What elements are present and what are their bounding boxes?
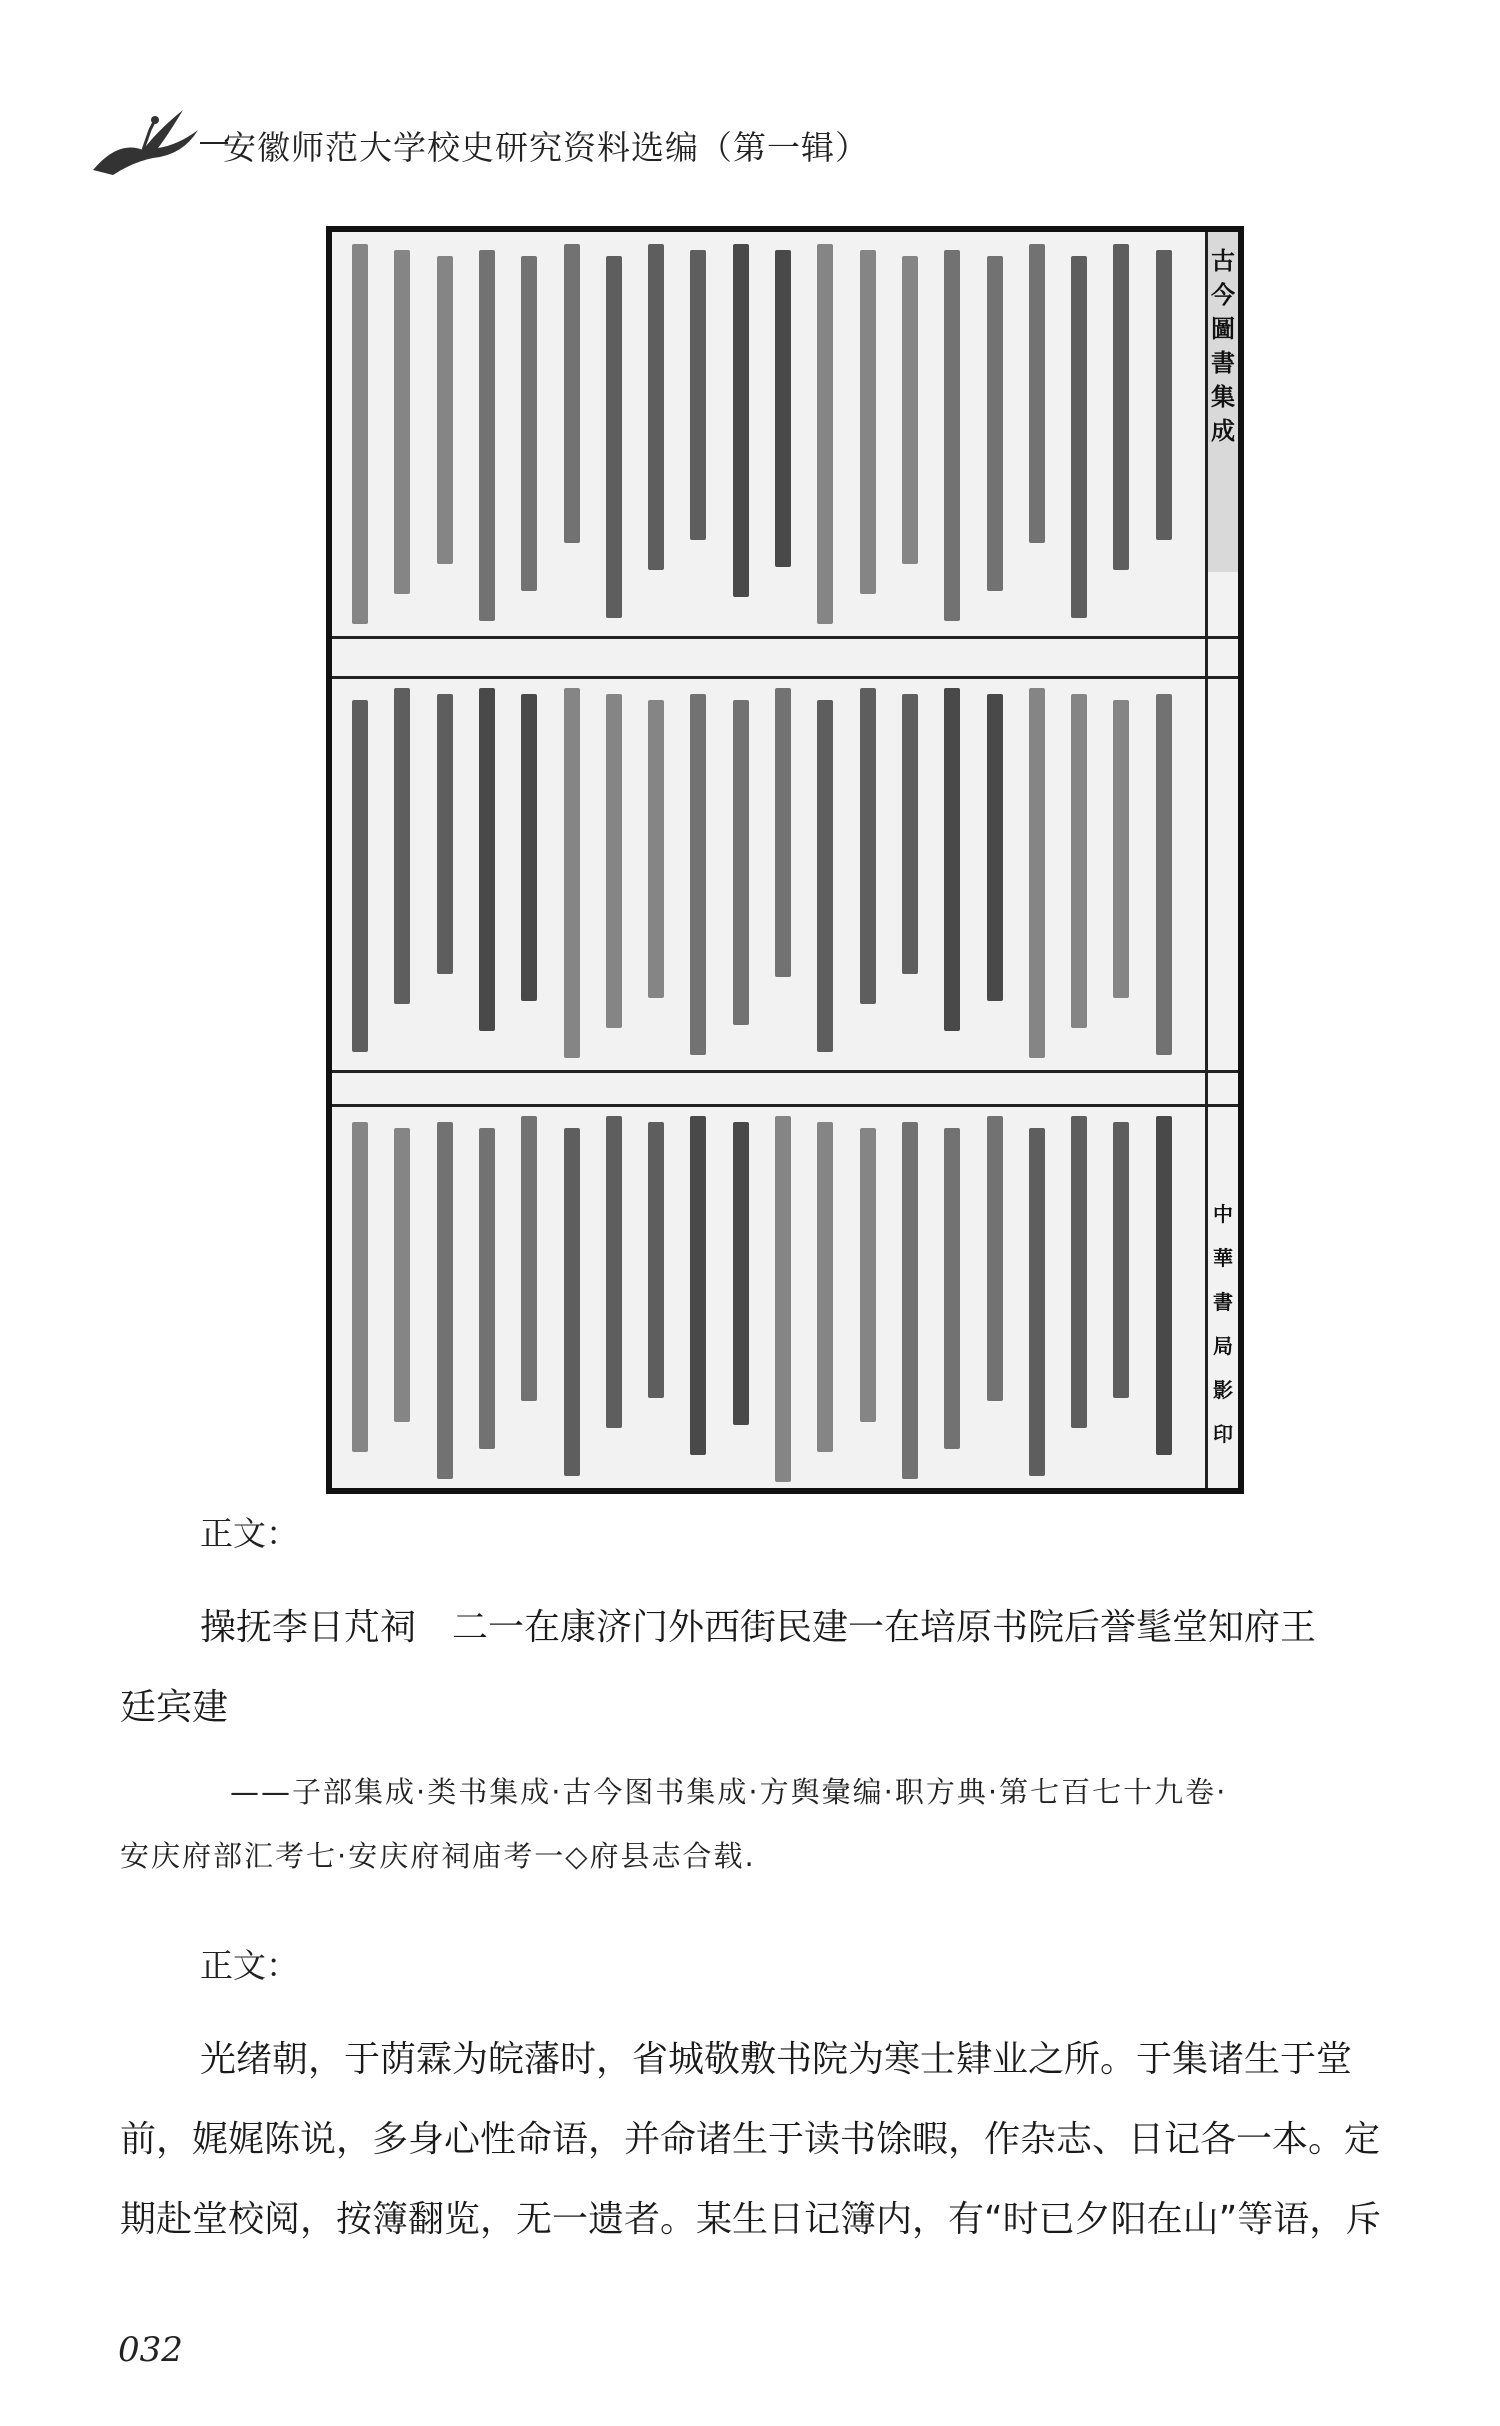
- scan-publisher: [1208, 1192, 1238, 1456]
- scan-text-column: [648, 700, 664, 998]
- scan-text-column: [564, 244, 580, 543]
- scan-divider: [332, 1070, 1238, 1073]
- scan-text-column: [564, 688, 580, 1058]
- scan-text-column: [394, 250, 410, 594]
- scan-publisher-char: 書: [1213, 1290, 1233, 1314]
- scan-text-column: [1071, 1116, 1087, 1428]
- scan-text-column: [437, 256, 453, 564]
- section2-line: 前，娓娓陈说，多身心性命语，并命诸生于读书馀暇，作杂志、日记各一本。定: [120, 2119, 1381, 2160]
- citation-line: ——子部集成·类书集成·古今图书集成·方舆彙编·职方典·第七百七十九卷·: [230, 1775, 1228, 1809]
- scan-text-column: [479, 688, 495, 1031]
- scan-text-column: [352, 700, 368, 1052]
- scan-text-column: [1029, 688, 1045, 1058]
- scanned-document-image: [326, 226, 1244, 1494]
- scan-text-column: [1071, 694, 1087, 1028]
- scan-text-column: [1113, 700, 1129, 998]
- scan-text-column: [690, 250, 706, 540]
- scan-text-column: [733, 244, 749, 597]
- scan-text-column: [902, 1122, 918, 1479]
- scan-text-column: [352, 244, 368, 624]
- scan-text-column: [394, 688, 410, 1004]
- scan-text-column: [479, 1128, 495, 1449]
- scan-text-column: [1071, 256, 1087, 618]
- scan-publisher-char: 中: [1213, 1202, 1233, 1226]
- scan-divider: [332, 636, 1238, 639]
- citation-line: 安庆府部汇考七·安庆府祠庙考一◇府县志合载.: [120, 1839, 756, 1873]
- scan-text-column: [521, 694, 537, 1001]
- scan-text-column: [648, 1122, 664, 1398]
- section1-line: 廷宾建: [120, 1687, 229, 1728]
- section1-label: 正文：: [200, 1514, 299, 1553]
- citation: [120, 1760, 1460, 1888]
- section2-line: 期赴堂校阅，按簿翻览，无一遗者。某生日记簿内，有“时已夕阳在山”等语，斥: [120, 2199, 1382, 2240]
- scan-text-column: [817, 700, 833, 1052]
- scan-title-char: 古: [1211, 246, 1235, 275]
- scan-text-column: [1113, 1122, 1129, 1398]
- scan-text-column: [987, 694, 1003, 1001]
- scan-text-column: [902, 694, 918, 974]
- scan-divider: [332, 1104, 1238, 1107]
- section1-line: 操抚李日芃祠 二一在康济门外西街民建一在培原书院后誉髦堂知府王: [200, 1607, 1317, 1648]
- section2-line: 光绪朝，于荫霖为皖藩时，省城敬敷书院为寒士肄业之所。于集诸生于堂: [200, 2039, 1353, 2080]
- crane-icon: [88, 100, 208, 180]
- scan-text-column: [648, 244, 664, 570]
- scan-divider: [332, 676, 1238, 679]
- scan-text-column: [437, 1122, 453, 1479]
- scan-text-column: [733, 700, 749, 1025]
- scan-title: [1208, 244, 1238, 448]
- scan-title-char: 成: [1211, 416, 1235, 445]
- page-number: 032: [118, 2330, 183, 2370]
- scan-text-column: [775, 688, 791, 977]
- scan-text-column: [987, 256, 1003, 591]
- scan-text-column: [860, 250, 876, 594]
- scan-text-column: [437, 694, 453, 974]
- scan-text-column: [1113, 244, 1129, 570]
- scan-text-column: [690, 694, 706, 1055]
- section2-text: [120, 2020, 1460, 2260]
- scan-text-column: [606, 1116, 622, 1428]
- header-title: 安徽师范大学校史研究资料选编（第一辑）: [223, 128, 869, 167]
- scan-text-column: [860, 1128, 876, 1422]
- scan-text-column: [944, 1128, 960, 1449]
- scan-text-column: [733, 1122, 749, 1425]
- scan-text-column: [817, 244, 833, 624]
- scan-text-column: [987, 1116, 1003, 1401]
- scan-title-char: 書: [1211, 348, 1235, 377]
- scan-publisher-char: 局: [1213, 1334, 1233, 1358]
- scan-text-column: [1156, 1116, 1172, 1455]
- scan-text-column: [606, 694, 622, 1028]
- scan-text-column: [944, 688, 960, 1031]
- section1-text: [120, 1588, 1460, 1748]
- scan-text-column: [775, 250, 791, 567]
- scan-publisher-char: 華: [1213, 1246, 1233, 1270]
- scan-text-column: [606, 256, 622, 618]
- scan-text-column: [521, 1116, 537, 1401]
- scan-title-char: 圖: [1211, 314, 1235, 343]
- scan-text-column: [1029, 1128, 1045, 1476]
- scan-text-column: [479, 250, 495, 621]
- scan-text-column: [1156, 694, 1172, 1055]
- scan-publisher-char: 印: [1213, 1422, 1233, 1446]
- scan-text-column: [690, 1116, 706, 1455]
- scan-text-column: [1156, 250, 1172, 540]
- scan-text-column: [1029, 244, 1045, 543]
- page-header: [88, 100, 1418, 180]
- scan-text-column: [564, 1128, 580, 1476]
- scan-text-column: [944, 250, 960, 621]
- scan-text-column: [775, 1116, 791, 1482]
- scan-text-column: [352, 1122, 368, 1452]
- scan-title-char: 集: [1211, 382, 1235, 411]
- section2-label: 正文：: [200, 1946, 299, 1985]
- scan-text-column: [521, 256, 537, 591]
- scan-text-column: [902, 256, 918, 564]
- scan-publisher-char: 影: [1213, 1378, 1233, 1402]
- scan-text-column: [817, 1122, 833, 1452]
- scan-text-column: [394, 1128, 410, 1422]
- scan-title-char: 今: [1211, 280, 1235, 309]
- scan-text-column: [860, 688, 876, 1004]
